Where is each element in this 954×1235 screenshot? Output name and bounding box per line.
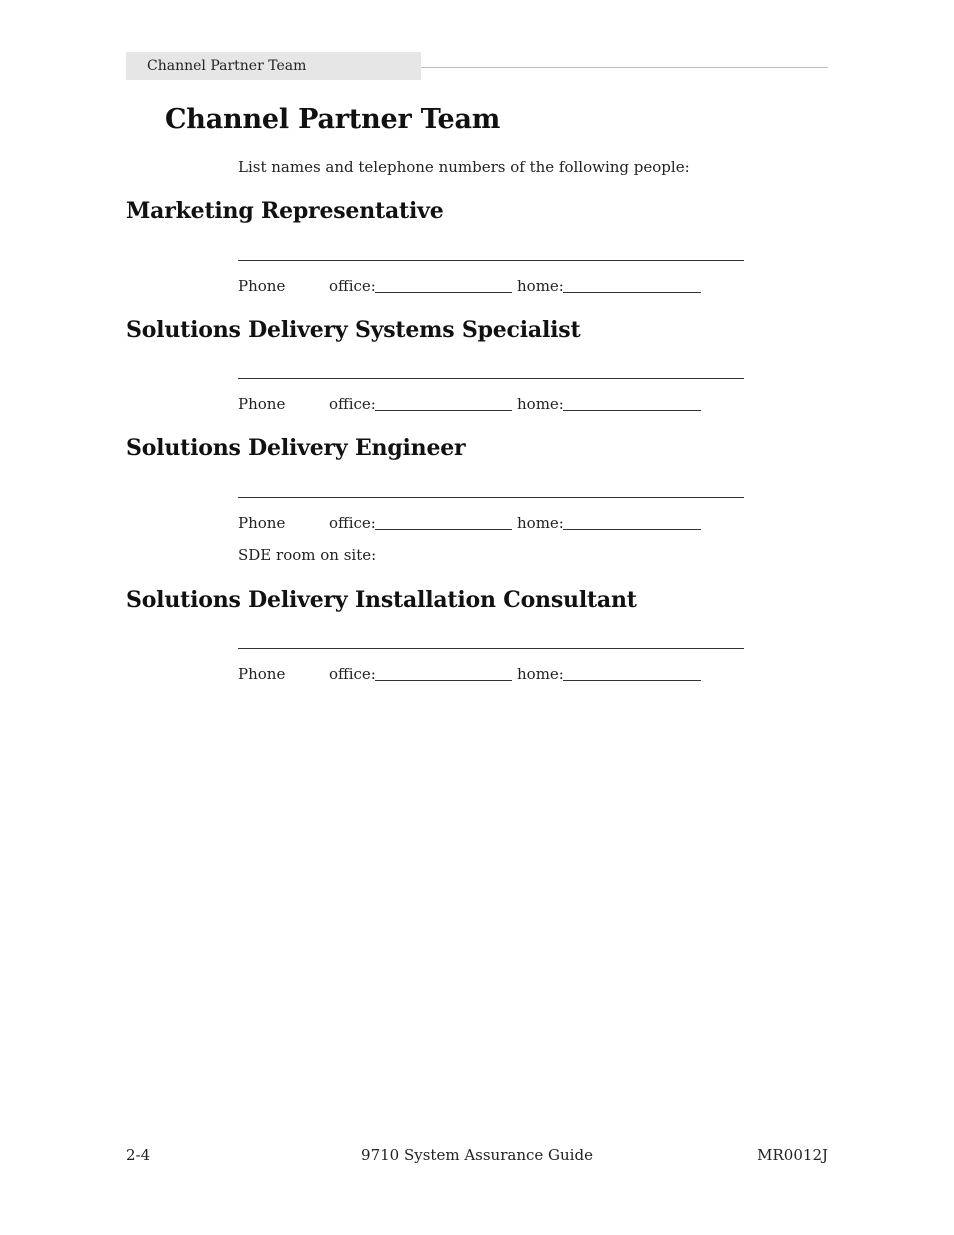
phone-label: Phone (238, 665, 286, 683)
phone-row-systems-specialist (238, 395, 708, 415)
footer-page-number: 2-4 (126, 1146, 151, 1164)
phone-label: Phone (238, 277, 286, 295)
home-label: home: (517, 277, 564, 295)
office-phone-blank (375, 410, 512, 411)
home-phone-blank (563, 410, 701, 411)
home-label: home: (517, 514, 564, 532)
phone-row-marketing-representative (238, 277, 708, 297)
footer-doc-id: MR0012J (757, 1146, 828, 1164)
office-phone-blank (375, 529, 512, 530)
name-blank-marketing-representative (238, 260, 744, 261)
phone-row-installation-consultant (238, 665, 708, 685)
office-phone-blank (375, 292, 512, 293)
office-label: office: (329, 277, 376, 295)
office-label: office: (329, 665, 376, 683)
home-phone-blank (563, 680, 701, 681)
home-phone-blank (563, 292, 701, 293)
phone-label: Phone (238, 395, 286, 413)
name-blank-engineer (238, 497, 744, 498)
home-phone-blank (563, 529, 701, 530)
footer-doc-title: 9710 System Assurance Guide (361, 1146, 593, 1164)
section-heading-marketing-representative: Marketing Representative (126, 198, 444, 224)
name-blank-systems-specialist (238, 378, 744, 379)
section-heading-systems-specialist: Solutions Delivery Systems Specialist (126, 317, 581, 343)
sde-room-label: SDE room on site: (238, 546, 377, 564)
section-heading-engineer: Solutions Delivery Engineer (126, 435, 466, 461)
header-rule (421, 67, 828, 68)
section-heading-installation-consultant: Solutions Delivery Installation Consultant (126, 587, 637, 613)
phone-row-engineer (238, 514, 708, 534)
phone-label: Phone (238, 514, 286, 532)
running-header-title: Channel Partner Team (147, 58, 307, 74)
intro-text: List names and telephone numbers of the following people: (238, 158, 690, 176)
page-title: Channel Partner Team (165, 104, 501, 135)
office-label: office: (329, 514, 376, 532)
name-blank-installation-consultant (238, 648, 744, 649)
home-label: home: (517, 665, 564, 683)
office-phone-blank (375, 680, 512, 681)
office-label: office: (329, 395, 376, 413)
home-label: home: (517, 395, 564, 413)
running-header (126, 52, 421, 80)
